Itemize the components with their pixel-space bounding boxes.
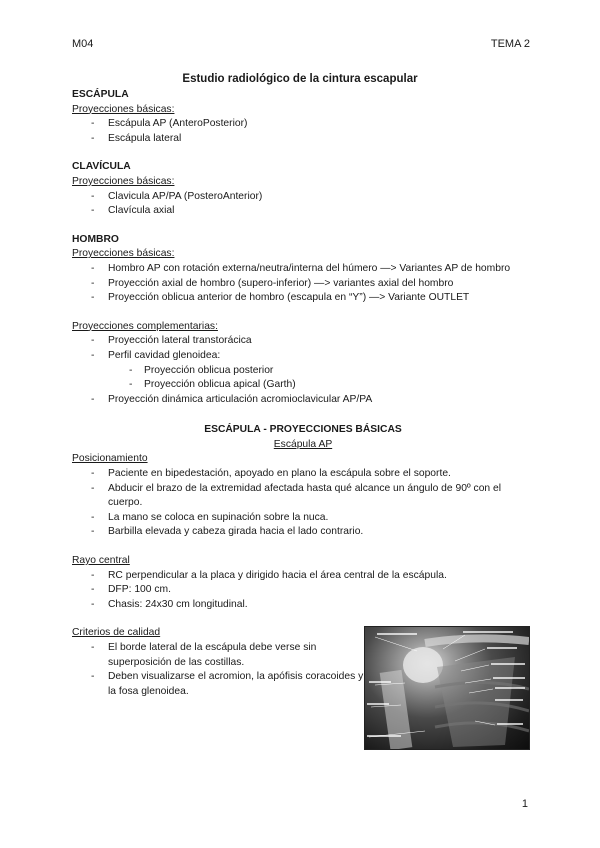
escapula-list	[72, 117, 534, 146]
list-item: - Proyección oblicua anterior de hombro (escapula en “Y”) —> Variante OUTLET	[72, 291, 534, 306]
scapula-xray-image	[364, 626, 530, 750]
list-item: - Abducir el brazo de la extremidad afectada hasta qué alcance un ángulo de 90º con el cuerpo.	[72, 482, 534, 511]
list-item: - Proyección axial de hombro (supero-inferior) —> variantes axial del hombro	[72, 277, 534, 292]
hombro-complementarias-list	[72, 334, 534, 363]
clavicula-list	[72, 190, 534, 219]
header-right: TEMA 2	[490, 38, 530, 50]
rayo-central-list	[72, 569, 534, 613]
list-item: - Escápula lateral	[72, 132, 534, 147]
list-item: - La mano se coloca en supinación sobre la nuca.	[72, 511, 534, 526]
list-item: - Clavicula AP/PA (PosteroAnterior)	[72, 190, 534, 205]
posicionamiento-list	[72, 467, 534, 540]
xray-illustration	[365, 627, 529, 749]
page-number: 1	[521, 798, 528, 810]
escapula-heading: ESCÁPULA	[72, 89, 129, 100]
section2-subtitle: Escápula AP	[273, 438, 333, 450]
section2-title: ESCÁPULA - PROYECCIONES BÁSICAS	[204, 424, 402, 436]
list-item: - Proyección oblicua posterior	[72, 364, 534, 379]
hombro-complementarias-list-end	[72, 393, 534, 408]
hombro-complementarias-subheading: Proyecciones complementarias:	[72, 320, 218, 332]
hombro-list	[72, 262, 534, 306]
list-item: - Proyección lateral transtorácica	[72, 334, 534, 349]
criterios-heading: Criterios de calidad	[72, 627, 161, 639]
document-body	[72, 88, 534, 699]
list-item: - Deben visualizarse el acromion, la apófisis coracoides y la fosa glenoidea.	[72, 670, 366, 699]
list-item: - RC perpendicular a la placa y dirigido hacia el área central de la escápula.	[72, 569, 534, 584]
header-left: M04	[72, 38, 94, 50]
glenoidea-sublist	[72, 364, 534, 393]
list-item: - Escápula AP (AnteroPosterior)	[72, 117, 534, 132]
list-item: - Clavícula axial	[72, 204, 534, 219]
list-item: - Proyección dinámica articulación acromioclavicular AP/PA	[72, 393, 534, 408]
list-item: - El borde lateral de la escápula debe verse sin superposición de las costillas.	[72, 641, 366, 670]
list-item: - Perfil cavidad glenoidea:	[72, 349, 534, 364]
document-title: Estudio radiológico de la cintura escapular	[182, 73, 418, 85]
posicionamiento-heading: Posicionamiento	[72, 453, 148, 465]
list-item: - Chasis: 24x30 cm longitudinal.	[72, 598, 534, 613]
hombro-subheading: Proyecciones básicas:	[72, 248, 175, 260]
list-item: - Proyección oblicua apical (Garth)	[72, 378, 534, 393]
list-item: - Hombro AP con rotación externa/neutra/interna del húmero —> Variantes AP de hombro	[72, 262, 534, 277]
clavicula-heading: CLAVÍCULA	[72, 161, 131, 173]
list-item: - Paciente en bipedestación, apoyado en plano la escápula sobre el soporte.	[72, 467, 534, 482]
escapula-subheading: Proyecciones básicas:	[72, 103, 175, 115]
list-item: - DFP: 100 cm.	[72, 583, 534, 598]
list-item: - Barbilla elevada y cabeza girada hacia el lado contrario.	[72, 525, 534, 540]
clavicula-subheading: Proyecciones básicas:	[72, 175, 175, 187]
rayo-central-heading: Rayo central	[72, 555, 130, 567]
hombro-heading: HOMBRO	[72, 233, 119, 245]
